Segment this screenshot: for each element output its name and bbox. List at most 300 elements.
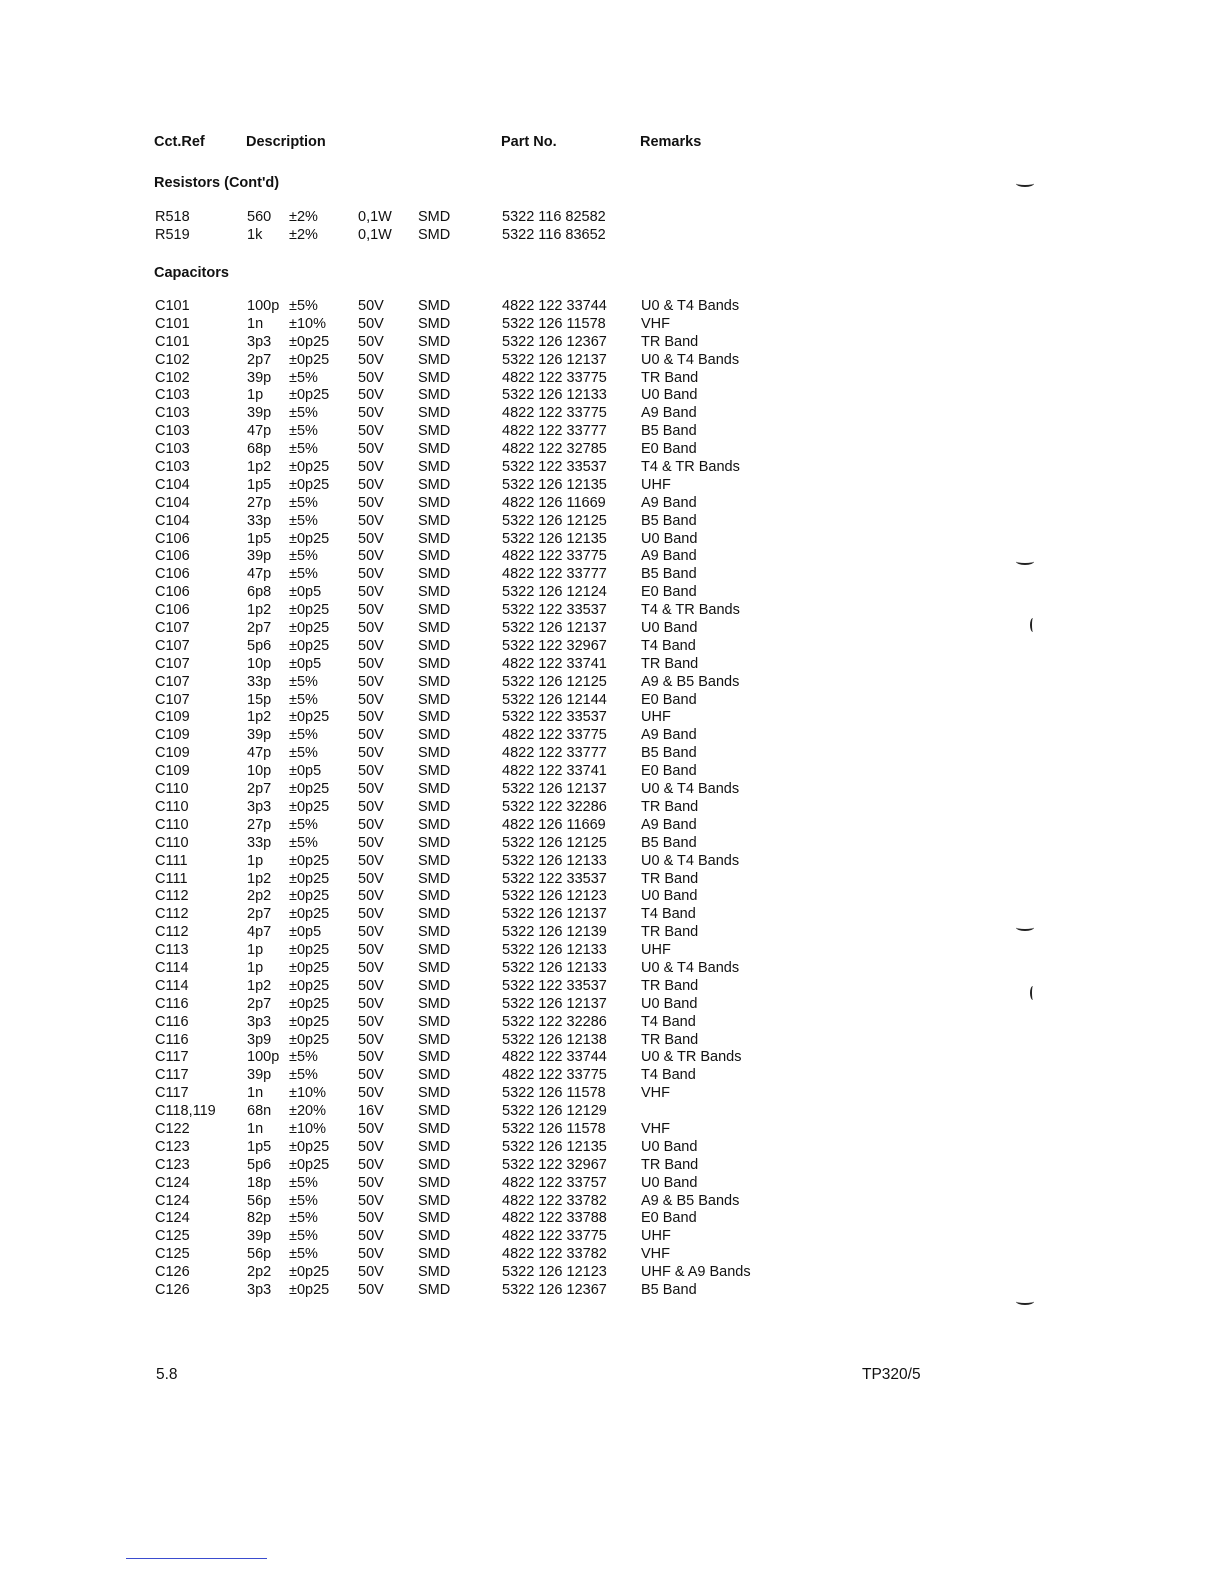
cell-value: 1n xyxy=(247,1120,264,1137)
table-row xyxy=(0,298,1224,316)
table-row xyxy=(0,692,1224,710)
cell-part-no: 5322 126 12123 xyxy=(502,888,607,905)
cell-ref: C109 xyxy=(155,727,190,744)
cell-ref: C116 xyxy=(155,995,189,1012)
cell-part-no: 5322 126 12137 xyxy=(502,781,607,798)
cell-value: 3p9 xyxy=(247,1031,272,1048)
table-row xyxy=(0,459,1224,477)
cell-type: SMD xyxy=(418,494,451,511)
cell-type: SMD xyxy=(418,530,451,547)
cell-tolerance: ±0p25 xyxy=(289,995,330,1012)
cell-tolerance: ±5% xyxy=(289,816,318,833)
cell-remarks: TR Band xyxy=(641,977,699,994)
cell-remarks: TR Band xyxy=(641,655,699,672)
cell-type: SMD xyxy=(418,315,451,332)
cell-tolerance: ±5% xyxy=(289,1246,318,1263)
cell-type: SMD xyxy=(418,1210,451,1227)
cell-remarks: T4 Band xyxy=(641,1013,696,1030)
cell-type: SMD xyxy=(418,209,451,225)
cell-tolerance: ±5% xyxy=(289,1210,318,1227)
cell-value: 5p6 xyxy=(247,637,272,654)
cell-part-no: 5322 126 12139 xyxy=(502,924,607,941)
cell-remarks: E0 Band xyxy=(641,1210,697,1227)
cell-rating: 50V xyxy=(358,637,384,654)
cell-rating: 50V xyxy=(358,584,384,601)
cell-ref: C118,119 xyxy=(155,1103,216,1120)
cell-type: SMD xyxy=(418,1085,451,1102)
column-header-cct-ref: Cct.Ref xyxy=(154,134,205,150)
cell-part-no: 4822 122 33757 xyxy=(502,1174,607,1191)
cell-type: SMD xyxy=(418,1067,451,1084)
cell-part-no: 4822 126 11669 xyxy=(502,494,606,511)
cell-remarks: U0 & T4 Bands xyxy=(641,351,740,368)
cell-ref: C103 xyxy=(155,387,190,404)
cell-rating: 50V xyxy=(358,1138,384,1155)
cell-part-no: 5322 126 11578 xyxy=(502,1085,606,1102)
cell-ref: C124 xyxy=(155,1174,190,1191)
cell-type: SMD xyxy=(418,1174,451,1191)
cell-type: SMD xyxy=(418,1264,451,1281)
cell-ref: C109 xyxy=(155,745,190,762)
table-row xyxy=(0,423,1224,441)
cell-type: SMD xyxy=(418,459,451,476)
cell-value: 39p xyxy=(247,405,272,422)
cell-remarks: B5 Band xyxy=(641,745,697,762)
cell-value: 27p xyxy=(247,494,272,511)
cell-value: 47p xyxy=(247,423,272,440)
cell-ref: C106 xyxy=(155,566,190,583)
cell-value: 27p xyxy=(247,816,272,833)
table-row xyxy=(0,745,1224,763)
cell-part-no: 5322 122 33537 xyxy=(502,459,607,476)
cell-part-no: 5322 122 33537 xyxy=(502,602,607,619)
cell-rating: 50V xyxy=(358,816,384,833)
table-row xyxy=(0,1032,1224,1050)
cell-tolerance: ±5% xyxy=(289,1067,318,1084)
cell-type: SMD xyxy=(418,709,451,726)
table-row xyxy=(0,1228,1224,1246)
cell-value: 1p5 xyxy=(247,476,272,493)
cell-rating: 50V xyxy=(358,1264,384,1281)
cell-part-no: 5322 126 12144 xyxy=(502,691,607,708)
cell-ref: C104 xyxy=(155,512,190,529)
cell-rating: 50V xyxy=(358,333,384,350)
cell-ref: C101 xyxy=(155,298,190,314)
cell-ref: C124 xyxy=(155,1210,190,1227)
cell-value: 1p2 xyxy=(247,709,272,726)
cell-tolerance: ±0p25 xyxy=(289,333,330,350)
cell-value: 1p5 xyxy=(247,1138,272,1155)
cell-part-no: 4822 122 33788 xyxy=(502,1210,607,1227)
cell-part-no: 4822 122 33775 xyxy=(502,1228,607,1245)
cell-value: 5p6 xyxy=(247,1156,272,1173)
cell-part-no: 5322 116 82582 xyxy=(502,209,606,225)
cell-rating: 50V xyxy=(358,423,384,440)
cell-rating: 50V xyxy=(358,727,384,744)
cell-remarks: U0 Band xyxy=(641,1174,698,1191)
cell-rating: 50V xyxy=(358,1281,384,1298)
cell-type: SMD xyxy=(418,745,451,762)
cell-tolerance: ±2% xyxy=(289,209,318,225)
cell-tolerance: ±0p25 xyxy=(289,602,330,619)
cell-rating: 0,1W xyxy=(358,226,392,243)
cell-rating: 50V xyxy=(358,798,384,815)
cell-tolerance: ±0p25 xyxy=(289,888,330,905)
cell-type: SMD xyxy=(418,691,451,708)
cell-ref: C111 xyxy=(155,852,188,869)
cell-part-no: 5322 122 32967 xyxy=(502,637,607,654)
cell-part-no: 5322 126 12137 xyxy=(502,906,607,923)
cell-rating: 50V xyxy=(358,1013,384,1030)
cell-tolerance: ±5% xyxy=(289,1049,318,1066)
table-row xyxy=(0,906,1224,924)
cell-part-no: 5322 126 12135 xyxy=(502,476,607,493)
cell-value: 39p xyxy=(247,548,272,565)
table-row xyxy=(0,334,1224,352)
cell-rating: 50V xyxy=(358,494,384,511)
cell-type: SMD xyxy=(418,620,451,637)
cell-part-no: 5322 122 33537 xyxy=(502,870,607,887)
cell-part-no: 5322 126 12133 xyxy=(502,852,607,869)
cell-value: 56p xyxy=(247,1246,272,1263)
binding-mark xyxy=(1030,618,1036,632)
cell-rating: 50V xyxy=(358,655,384,672)
cell-tolerance: ±0p25 xyxy=(289,1031,330,1048)
cell-type: SMD xyxy=(418,888,451,905)
cell-value: 3p3 xyxy=(247,1013,272,1030)
cell-value: 56p xyxy=(247,1192,272,1209)
cell-value: 560 xyxy=(247,209,272,225)
table-row xyxy=(0,978,1224,996)
cell-rating: 50V xyxy=(358,1228,384,1245)
table-row xyxy=(0,656,1224,674)
cell-remarks: A9 Band xyxy=(641,405,697,422)
cell-ref: C125 xyxy=(155,1246,190,1263)
cell-part-no: 5322 122 32286 xyxy=(502,1013,607,1030)
cell-remarks: A9 Band xyxy=(641,548,697,565)
cell-part-no: 5322 126 12133 xyxy=(502,959,607,976)
cell-ref: C103 xyxy=(155,423,190,440)
cell-ref: C101 xyxy=(155,315,190,332)
cell-ref: R519 xyxy=(155,226,190,243)
cell-ref: C117 xyxy=(155,1067,189,1084)
cell-type: SMD xyxy=(418,852,451,869)
cell-rating: 50V xyxy=(358,369,384,386)
table-row xyxy=(0,638,1224,656)
cell-part-no: 5322 126 12135 xyxy=(502,530,607,547)
cell-remarks: UHF xyxy=(641,942,671,959)
cell-tolerance: ±0p25 xyxy=(289,852,330,869)
cell-rating: 50V xyxy=(358,1156,384,1173)
table-row xyxy=(0,584,1224,602)
cell-part-no: 5322 122 33537 xyxy=(502,977,607,994)
cell-remarks: T4 & TR Bands xyxy=(641,602,740,619)
cell-type: SMD xyxy=(418,423,451,440)
table-row xyxy=(0,352,1224,370)
capacitor-list xyxy=(0,298,1224,1300)
cell-remarks: B5 Band xyxy=(641,1281,697,1298)
cell-part-no: 4822 122 33782 xyxy=(502,1192,607,1209)
cell-tolerance: ±0p25 xyxy=(289,620,330,637)
cell-type: SMD xyxy=(418,870,451,887)
cell-rating: 50V xyxy=(358,959,384,976)
resistor-list xyxy=(0,209,1224,245)
cell-ref: C104 xyxy=(155,494,190,511)
cell-type: SMD xyxy=(418,798,451,815)
cell-rating: 50V xyxy=(358,1192,384,1209)
cell-value: 33p xyxy=(247,512,272,529)
table-row xyxy=(0,763,1224,781)
cell-part-no: 5322 126 12367 xyxy=(502,333,607,350)
cell-tolerance: ±10% xyxy=(289,1120,326,1137)
cell-type: SMD xyxy=(418,566,451,583)
cell-part-no: 4822 122 33775 xyxy=(502,369,607,386)
table-row xyxy=(0,871,1224,889)
table-row xyxy=(0,227,1224,245)
cell-part-no: 5322 126 12137 xyxy=(502,620,607,637)
cell-type: SMD xyxy=(418,1013,451,1030)
cell-remarks: U0 & T4 Bands xyxy=(641,781,740,798)
table-row xyxy=(0,1264,1224,1282)
cell-value: 2p7 xyxy=(247,351,272,368)
cell-remarks: B5 Band xyxy=(641,423,697,440)
cell-tolerance: ±0p25 xyxy=(289,1156,330,1173)
cell-tolerance: ±5% xyxy=(289,494,318,511)
cell-tolerance: ±0p25 xyxy=(289,351,330,368)
table-row xyxy=(0,441,1224,459)
cell-ref: C107 xyxy=(155,673,190,690)
cell-type: SMD xyxy=(418,602,451,619)
cell-rating: 50V xyxy=(358,888,384,905)
cell-remarks: U0 Band xyxy=(641,620,698,637)
cell-ref: C116 xyxy=(155,1031,189,1048)
cell-tolerance: ±0p25 xyxy=(289,781,330,798)
cell-tolerance: ±5% xyxy=(289,512,318,529)
cell-value: 1p xyxy=(247,959,264,976)
table-row xyxy=(0,477,1224,495)
table-row xyxy=(0,1157,1224,1175)
cell-ref: C112 xyxy=(155,924,189,941)
cell-value: 39p xyxy=(247,727,272,744)
cell-tolerance: ±5% xyxy=(289,1174,318,1191)
cell-tolerance: ±0p25 xyxy=(289,1013,330,1030)
cell-value: 39p xyxy=(247,369,272,386)
table-row xyxy=(0,1121,1224,1139)
table-row xyxy=(0,924,1224,942)
cell-part-no: 4822 122 33741 xyxy=(502,763,607,780)
cell-remarks: U0 & T4 Bands xyxy=(641,852,740,869)
cell-rating: 50V xyxy=(358,906,384,923)
cell-part-no: 5322 126 12125 xyxy=(502,834,607,851)
cell-ref: C109 xyxy=(155,763,190,780)
cell-value: 2p7 xyxy=(247,906,272,923)
cell-type: SMD xyxy=(418,1031,451,1048)
cell-tolerance: ±10% xyxy=(289,315,326,332)
cell-tolerance: ±0p25 xyxy=(289,1281,330,1298)
table-row xyxy=(0,548,1224,566)
cell-value: 2p7 xyxy=(247,781,272,798)
cell-value: 6p8 xyxy=(247,584,272,601)
cell-tolerance: ±0p25 xyxy=(289,387,330,404)
cell-ref: C124 xyxy=(155,1192,190,1209)
cell-ref: R518 xyxy=(155,209,190,225)
cell-type: SMD xyxy=(418,959,451,976)
cell-part-no: 4822 122 32785 xyxy=(502,441,607,458)
cell-tolerance: ±0p25 xyxy=(289,637,330,654)
table-row xyxy=(0,727,1224,745)
cell-remarks: E0 Band xyxy=(641,763,697,780)
cell-part-no: 5322 126 12367 xyxy=(502,1281,607,1298)
cell-rating: 50V xyxy=(358,673,384,690)
cell-ref: C110 xyxy=(155,798,189,815)
cell-ref: C102 xyxy=(155,369,190,386)
cell-part-no: 4822 122 33775 xyxy=(502,1067,607,1084)
cell-ref: C114 xyxy=(155,959,189,976)
table-row xyxy=(0,1139,1224,1157)
cell-ref: C103 xyxy=(155,441,190,458)
cell-type: SMD xyxy=(418,763,451,780)
cell-tolerance: ±0p5 xyxy=(289,924,322,941)
cell-remarks: TR Band xyxy=(641,1031,699,1048)
cell-tolerance: ±0p25 xyxy=(289,1264,330,1281)
cell-value: 1p2 xyxy=(247,977,272,994)
cell-ref: C107 xyxy=(155,637,190,654)
cell-ref: C111 xyxy=(155,870,188,887)
cell-rating: 50V xyxy=(358,1031,384,1048)
cell-tolerance: ±5% xyxy=(289,405,318,422)
cell-remarks: E0 Band xyxy=(641,441,697,458)
table-row xyxy=(0,531,1224,549)
cell-value: 2p7 xyxy=(247,620,272,637)
cell-remarks: TR Band xyxy=(641,870,699,887)
cell-ref: C114 xyxy=(155,977,189,994)
cell-tolerance: ±0p25 xyxy=(289,1138,330,1155)
cell-part-no: 5322 126 11578 xyxy=(502,1120,606,1137)
cell-part-no: 4822 122 33744 xyxy=(502,1049,607,1066)
cell-type: SMD xyxy=(418,1246,451,1263)
cell-part-no: 4822 122 33741 xyxy=(502,655,607,672)
cell-value: 1p xyxy=(247,387,264,404)
column-header-remarks: Remarks xyxy=(640,134,702,150)
cell-type: SMD xyxy=(418,906,451,923)
table-row xyxy=(0,370,1224,388)
cell-value: 33p xyxy=(247,673,272,690)
cell-type: SMD xyxy=(418,405,451,422)
table-row xyxy=(0,817,1224,835)
cell-rating: 50V xyxy=(358,315,384,332)
cell-remarks: TR Band xyxy=(641,333,699,350)
cell-type: SMD xyxy=(418,1103,451,1120)
table-row xyxy=(0,1282,1224,1300)
cell-part-no: 4822 122 33775 xyxy=(502,727,607,744)
cell-ref: C110 xyxy=(155,781,189,798)
cell-tolerance: ±0p5 xyxy=(289,655,322,672)
cell-tolerance: ±5% xyxy=(289,745,318,762)
cell-part-no: 5322 126 12124 xyxy=(502,584,607,601)
cell-tolerance: ±0p5 xyxy=(289,763,322,780)
table-row xyxy=(0,1175,1224,1193)
cell-rating: 50V xyxy=(358,441,384,458)
cell-value: 47p xyxy=(247,566,272,583)
cell-tolerance: ±5% xyxy=(289,673,318,690)
cell-ref: C113 xyxy=(155,942,189,959)
cell-part-no: 4822 122 33777 xyxy=(502,745,607,762)
cell-type: SMD xyxy=(418,1228,451,1245)
cell-remarks: UHF & A9 Bands xyxy=(641,1264,751,1281)
table-row xyxy=(0,799,1224,817)
cell-rating: 50V xyxy=(358,691,384,708)
cell-ref: C123 xyxy=(155,1156,190,1173)
cell-part-no: 5322 126 12137 xyxy=(502,995,607,1012)
section-title-resistors: Resistors (Cont'd) xyxy=(154,175,280,191)
table-row xyxy=(0,942,1224,960)
cell-value: 1p2 xyxy=(247,459,272,476)
cell-tolerance: ±0p25 xyxy=(289,709,330,726)
cell-value: 2p2 xyxy=(247,888,272,905)
cell-ref: C102 xyxy=(155,351,190,368)
cell-value: 1p xyxy=(247,852,264,869)
section-title-capacitors: Capacitors xyxy=(154,265,229,281)
cell-type: SMD xyxy=(418,476,451,493)
cell-remarks: B5 Band xyxy=(641,566,697,583)
table-row xyxy=(0,405,1224,423)
cell-rating: 50V xyxy=(358,942,384,959)
cell-tolerance: ±20% xyxy=(289,1103,326,1120)
cell-rating: 50V xyxy=(358,298,384,314)
cell-ref: C126 xyxy=(155,1264,190,1281)
cell-value: 100p xyxy=(247,1049,280,1066)
cell-part-no: 5322 126 11578 xyxy=(502,315,606,332)
table-row xyxy=(0,674,1224,692)
cell-tolerance: ±0p25 xyxy=(289,977,330,994)
cell-ref: C107 xyxy=(155,691,190,708)
cell-value: 68p xyxy=(247,441,272,458)
cell-tolerance: ±0p25 xyxy=(289,798,330,815)
cell-type: SMD xyxy=(418,977,451,994)
cell-ref: C112 xyxy=(155,888,189,905)
cell-type: SMD xyxy=(418,387,451,404)
cell-tolerance: ±0p25 xyxy=(289,530,330,547)
cell-value: 39p xyxy=(247,1228,272,1245)
table-row xyxy=(0,1210,1224,1228)
cell-remarks: A9 Band xyxy=(641,494,697,511)
cell-rating: 50V xyxy=(358,459,384,476)
table-row xyxy=(0,888,1224,906)
cell-rating: 50V xyxy=(358,1085,384,1102)
cell-ref: C117 xyxy=(155,1085,189,1102)
cell-remarks: T4 Band xyxy=(641,637,696,654)
table-row xyxy=(0,209,1224,227)
table-row xyxy=(0,566,1224,584)
cell-remarks: TR Band xyxy=(641,924,699,941)
cell-type: SMD xyxy=(418,369,451,386)
cell-part-no: 5322 122 33537 xyxy=(502,709,607,726)
cell-type: SMD xyxy=(418,637,451,654)
cell-ref: C106 xyxy=(155,602,190,619)
cell-remarks: UHF xyxy=(641,476,671,493)
cell-value: 1p xyxy=(247,942,264,959)
cell-type: SMD xyxy=(418,1281,451,1298)
cell-tolerance: ±5% xyxy=(289,369,318,386)
cell-part-no: 5322 122 32967 xyxy=(502,1156,607,1173)
cell-remarks: A9 Band xyxy=(641,727,697,744)
cell-value: 1k xyxy=(247,226,263,243)
table-row xyxy=(0,1246,1224,1264)
cell-tolerance: ±0p25 xyxy=(289,959,330,976)
cell-remarks: UHF xyxy=(641,709,671,726)
cell-value: 3p3 xyxy=(247,1281,272,1298)
cell-rating: 50V xyxy=(358,1210,384,1227)
